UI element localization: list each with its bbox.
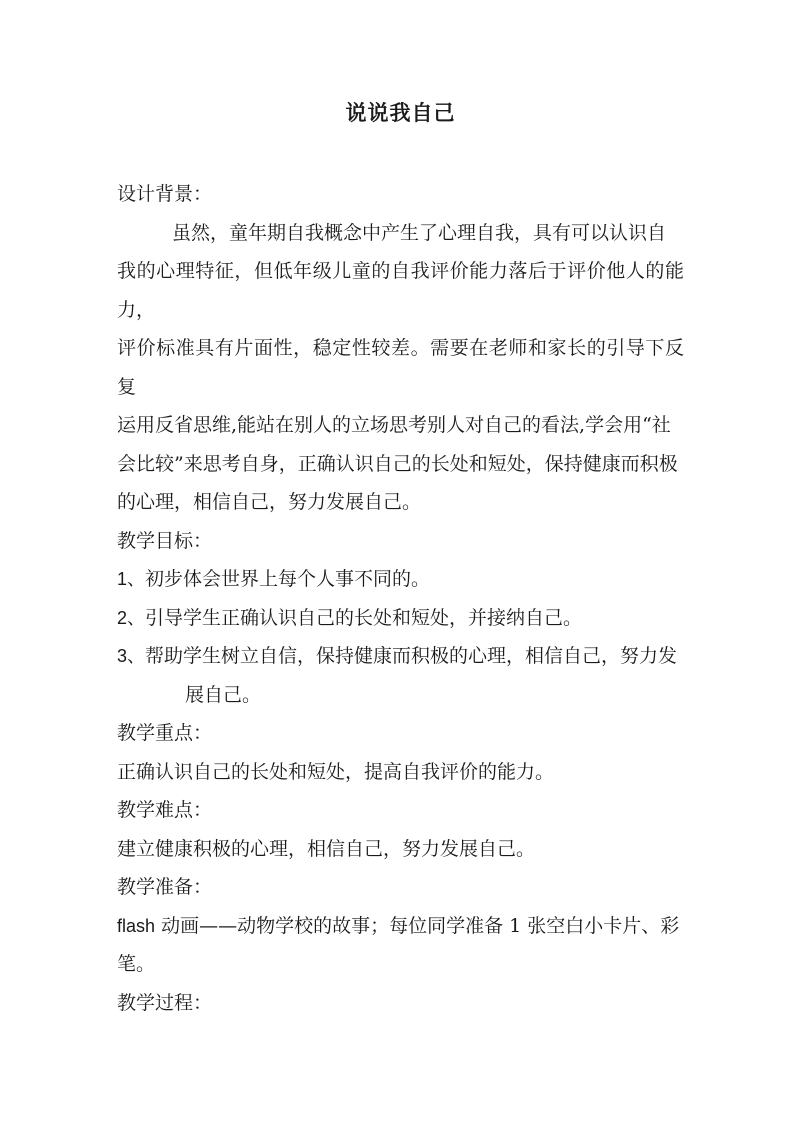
list-item-continuation: 展自己。 bbox=[185, 683, 262, 706]
section-body-teaching-difficulty: 建立健康积极的心理，相信自己，努力发展自己。 bbox=[117, 837, 536, 860]
paragraph-line: 我的心理特征，但低年级儿童的自我评价能力落后于评价他人的能力， bbox=[117, 260, 684, 321]
document-content bbox=[117, 0, 684, 1022]
section-body-line: 笔。 bbox=[117, 953, 156, 975]
section-heading-teaching-difficulty: 教学难点： bbox=[117, 799, 213, 821]
page-title: 说说我自己 bbox=[345, 100, 456, 125]
section-heading-teaching-preparation: 教学准备： bbox=[117, 876, 213, 898]
document-body bbox=[117, 175, 684, 1022]
section-body-teaching-focus: 正确认识自己的长处和短处，提高自我评价的能力。 bbox=[117, 760, 555, 783]
list-item-number: 3、 bbox=[117, 646, 146, 666]
list-item-label: 帮助学生树立自信，保持健康而积极的心理，相信自己，努力发 bbox=[145, 645, 678, 667]
list-item bbox=[117, 599, 684, 638]
paragraph-line: 虽然，童年期自我概念中产生了心理自我，具有可以认识自 bbox=[172, 221, 667, 244]
paragraph-line: 会比较”来思考自身，正确认识自己的长处和短处，保持健康而积极 bbox=[117, 452, 678, 475]
list-item-label: 初步体会世界上每个人事不同的。 bbox=[145, 568, 431, 590]
paragraph-line: 运用反省思维,能站在别人的立场思考别人对自己的看法,学会用“社 bbox=[117, 414, 671, 436]
list-item-number: 1、 bbox=[117, 569, 146, 589]
list-item-number: 2、 bbox=[117, 607, 146, 628]
list-item bbox=[117, 560, 684, 599]
section-heading-design-background: 设计背景： bbox=[117, 183, 213, 205]
paragraph-line: 评价标准具有片面性，稳定性较差。需要在老师和家长的引导下反复 bbox=[117, 337, 684, 398]
list-item-label: 引导学生正确认识自己的长处和短处，并接纳自己。 bbox=[145, 606, 583, 629]
paragraph-line: 的心理，相信自己，努力发展自己。 bbox=[117, 491, 422, 513]
list-item bbox=[117, 637, 684, 676]
section-heading-teaching-process: 教学过程： bbox=[117, 991, 213, 1014]
section-heading-teaching-objectives: 教学目标： bbox=[117, 529, 213, 552]
section-heading-teaching-focus: 教学重点： bbox=[117, 722, 213, 744]
section-body-line: flash 动画——动物学校的故事；每位同学准备 1 张空白小卡片、彩 bbox=[117, 914, 680, 937]
